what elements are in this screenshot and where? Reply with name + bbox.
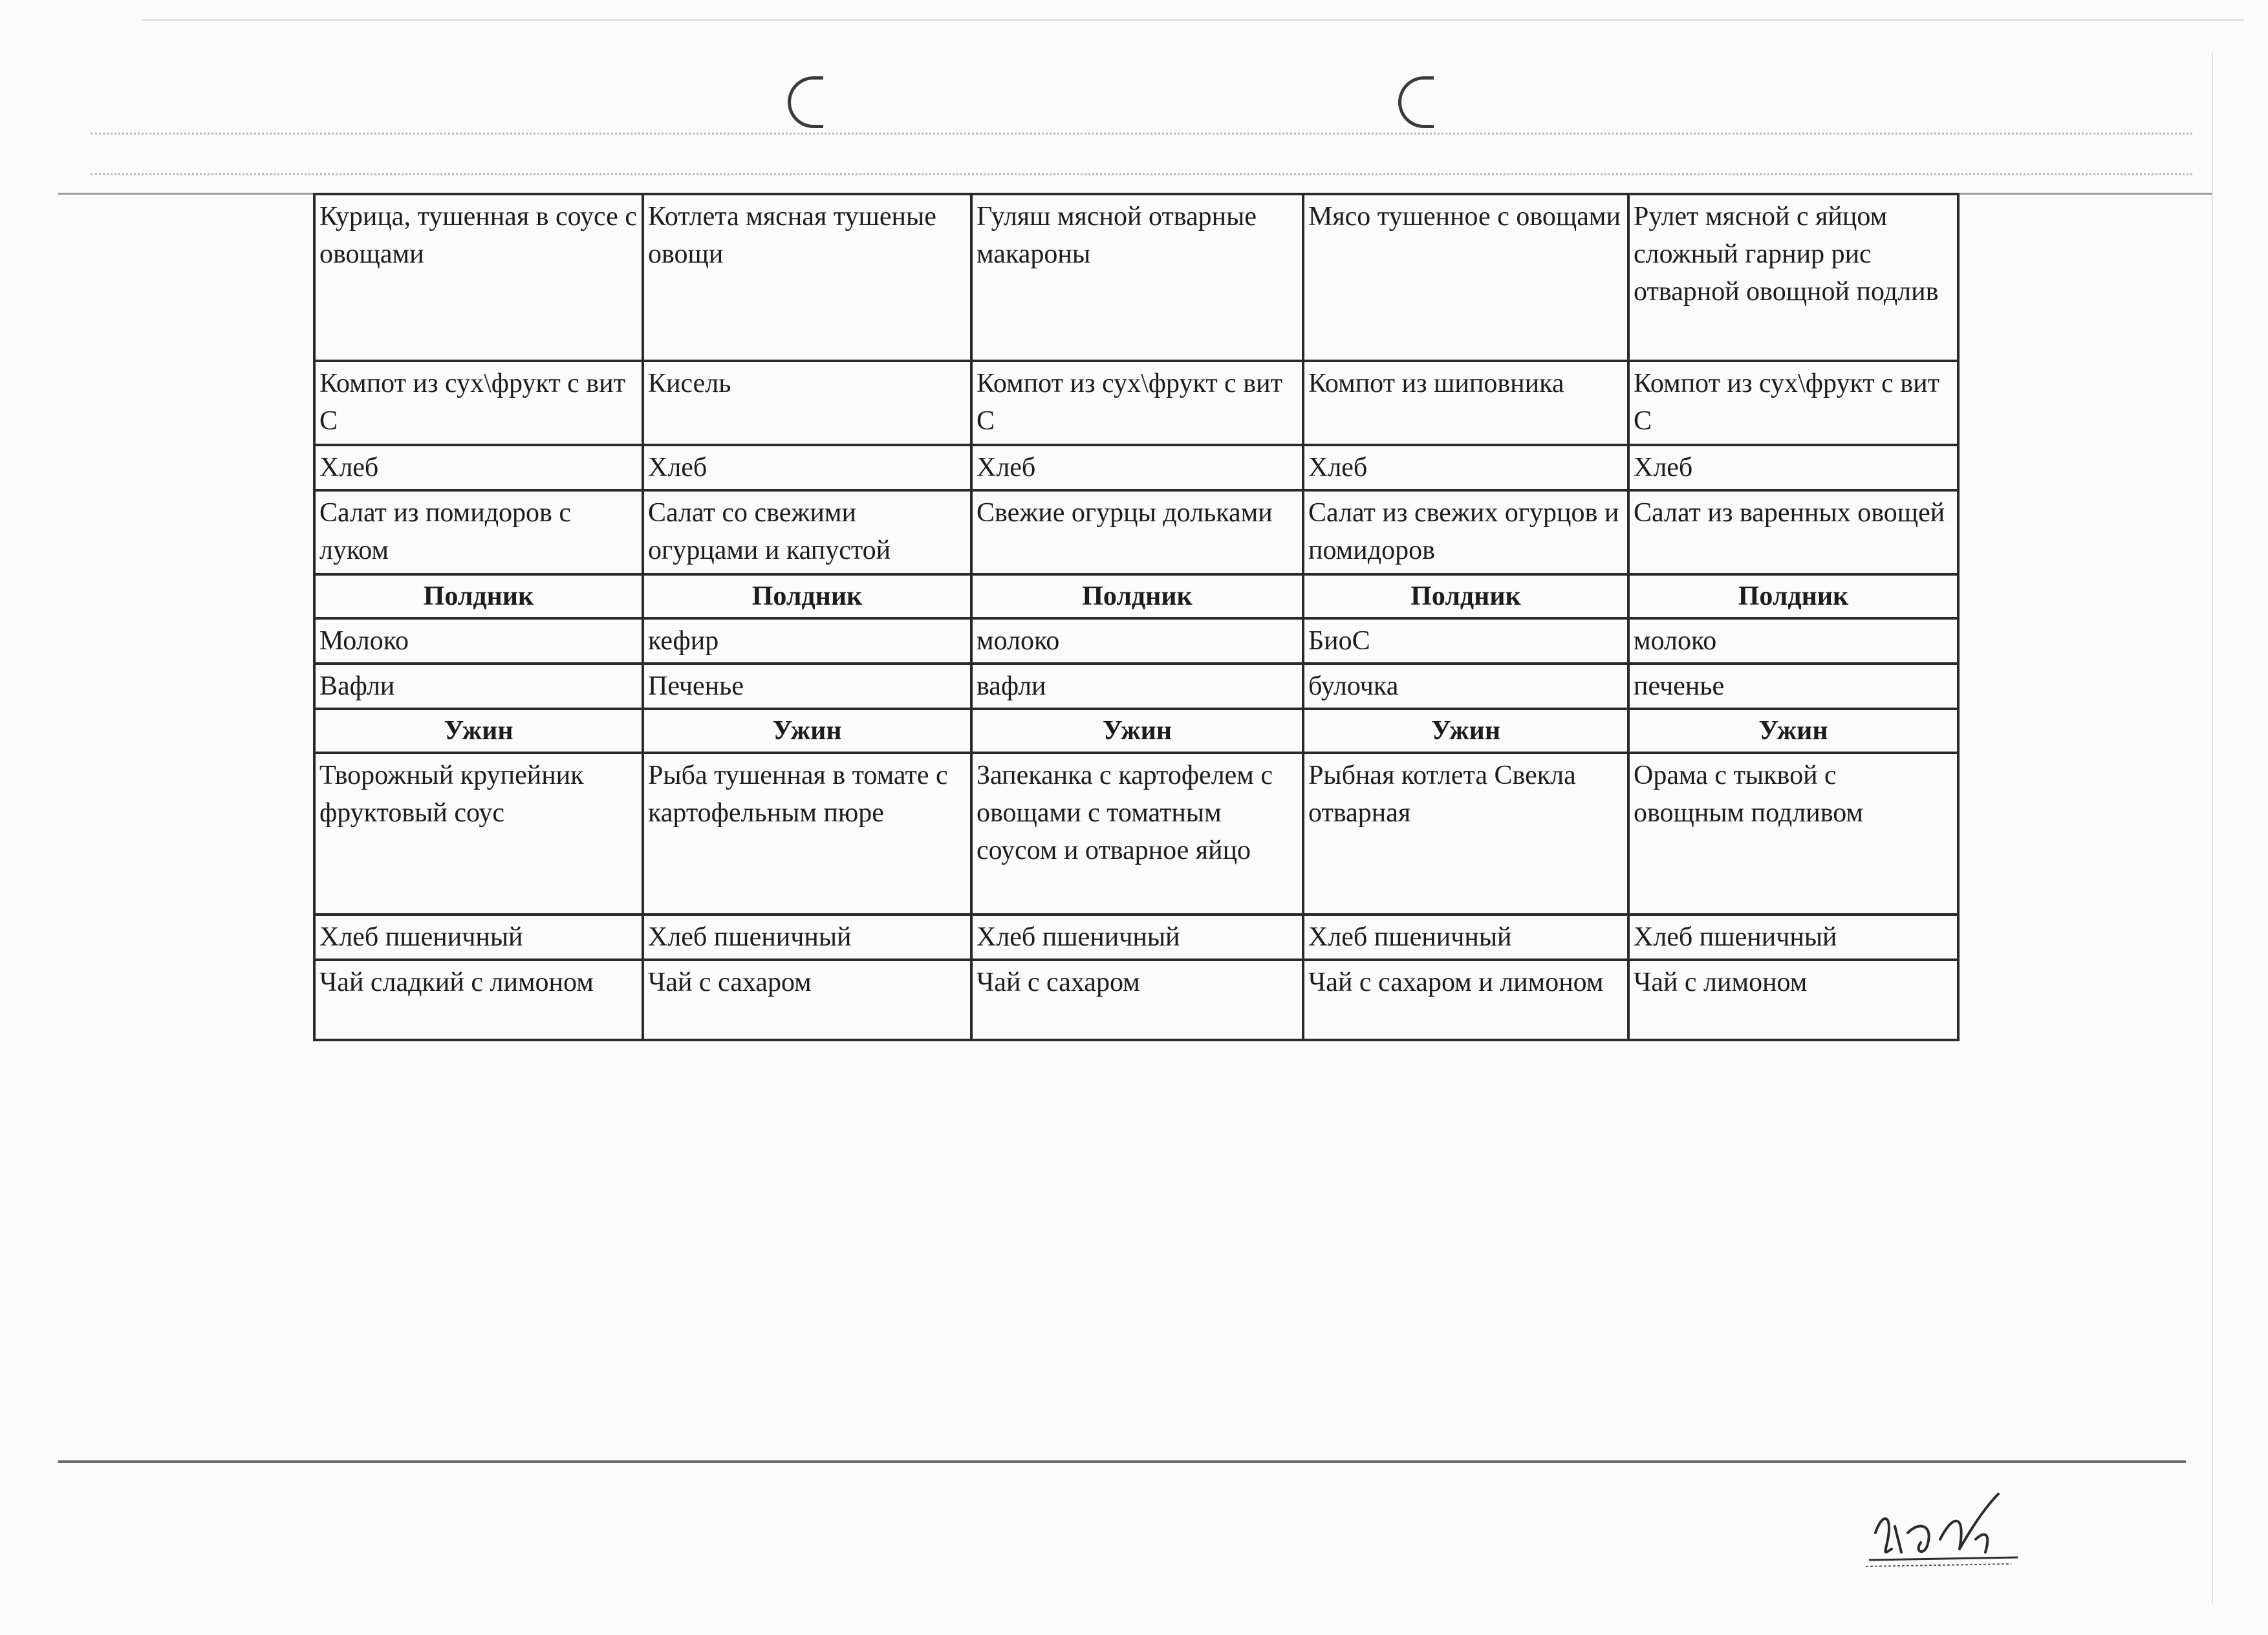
table-cell: Хлеб пшеничный — [314, 915, 643, 960]
table-cell: молоко — [1628, 618, 1958, 664]
table-cell: Чай с сахаром — [643, 960, 971, 1040]
table-cell: Салат со свежими огурцами и капустой — [643, 490, 971, 574]
table-cell: Кисель — [643, 361, 971, 445]
table-cell: БиоС — [1303, 618, 1628, 664]
table-row-snack-food — [314, 664, 1958, 709]
menu-table-container — [313, 193, 1960, 1041]
table-cell: Печенье — [643, 664, 971, 709]
table-cell: Компот из сух\фрукт с вит С — [314, 361, 643, 445]
table-row-snack-drink — [314, 618, 1958, 664]
table-cell: Хлеб — [971, 445, 1303, 490]
table-cell: Хлеб — [1303, 445, 1628, 490]
page-edge-right — [2212, 52, 2213, 1604]
table-section-header-dinner — [314, 709, 1958, 753]
table-cell: Хлеб — [643, 445, 971, 490]
section-header-cell: Ужин — [1628, 709, 1958, 753]
table-row-main-course — [314, 194, 1958, 361]
dotted-guide-line — [91, 133, 2192, 135]
table-row-salad — [314, 490, 1958, 574]
table-cell: Компот из сух\фрукт с вит С — [971, 361, 1303, 445]
table-cell: Чай с лимоном — [1628, 960, 1958, 1040]
table-cell: Хлеб пшеничный — [971, 915, 1303, 960]
table-cell: молоко — [971, 618, 1303, 664]
table-cell: Вафли — [314, 664, 643, 709]
table-cell: Компот из сух\фрукт с вит С — [1628, 361, 1958, 445]
table-row-dinner-drink — [314, 960, 1958, 1040]
table-cell: Мясо тушенное с овощами — [1303, 194, 1628, 361]
menu-table — [313, 193, 1960, 1041]
table-row-dinner-bread — [314, 915, 1958, 960]
table-cell: Хлеб — [314, 445, 643, 490]
table-cell: Салат из варенных овощей — [1628, 490, 1958, 574]
table-cell: Запеканка с картофелем с овощами с томатным соусом и отварное яйцо — [971, 753, 1303, 915]
table-cell: Гуляш мясной отварные макароны — [971, 194, 1303, 361]
table-row-dinner-main — [314, 753, 1958, 915]
section-header-cell: Ужин — [1303, 709, 1628, 753]
table-cell: Чай с сахаром — [971, 960, 1303, 1040]
section-header-cell: Полдник — [643, 574, 971, 618]
table-cell: Орама с тыквой с овощным подливом — [1628, 753, 1958, 915]
section-header-cell: Ужин — [971, 709, 1303, 753]
table-cell: Салат из помидоров с луком — [314, 490, 643, 574]
table-cell: Компот из шиповника — [1303, 361, 1628, 445]
table-cell: Хлеб пшеничный — [643, 915, 971, 960]
punch-hole-right — [1398, 76, 1434, 128]
table-row-bread — [314, 445, 1958, 490]
table-cell: вафли — [971, 664, 1303, 709]
section-header-cell: Ужин — [643, 709, 971, 753]
table-cell: Чай с сахаром и лимоном — [1303, 960, 1628, 1040]
table-cell: Молоко — [314, 618, 643, 664]
table-cell: Чай сладкий с лимоном — [314, 960, 643, 1040]
table-cell: Свежие огурцы дольками — [971, 490, 1303, 574]
table-cell: Салат из свежих огурцов и помидоров — [1303, 490, 1628, 574]
table-row-drink — [314, 361, 1958, 445]
table-section-header-snack — [314, 574, 1958, 618]
punch-hole-left — [788, 76, 823, 128]
table-cell: Хлеб — [1628, 445, 1958, 490]
handwritten-signature — [1863, 1488, 2031, 1578]
table-cell: Рулет мясной с яйцом сложный гарнир рис отварной овощной подлив — [1628, 194, 1958, 361]
table-cell: кефир — [643, 618, 971, 664]
dotted-guide-line — [91, 173, 2192, 175]
section-header-cell: Полдник — [971, 574, 1303, 618]
table-cell: Хлеб пшеничный — [1628, 915, 1958, 960]
page-edge-top — [142, 19, 2244, 21]
section-header-cell: Полдник — [1628, 574, 1958, 618]
table-cell: Рыбная котлета Свекла отварная — [1303, 753, 1628, 915]
table-cell: печенье — [1628, 664, 1958, 709]
table-cell: Творожный крупейник фруктовый соус — [314, 753, 643, 915]
section-header-cell: Полдник — [1303, 574, 1628, 618]
section-header-cell: Ужин — [314, 709, 643, 753]
table-cell: Курица, тушенная в соусе с овощами — [314, 194, 643, 361]
table-cell: Хлеб пшеничный — [1303, 915, 1628, 960]
bottom-rule-line — [58, 1460, 2186, 1463]
table-cell: Котлета мясная тушеные овощи — [643, 194, 971, 361]
table-cell: булочка — [1303, 664, 1628, 709]
table-cell: Рыба тушенная в томате с картофельным пюре — [643, 753, 971, 915]
section-header-cell: Полдник — [314, 574, 643, 618]
